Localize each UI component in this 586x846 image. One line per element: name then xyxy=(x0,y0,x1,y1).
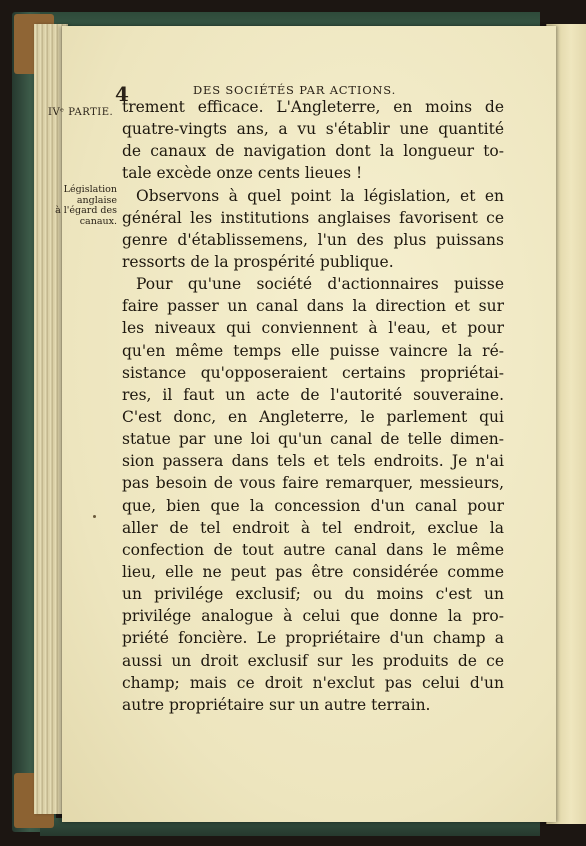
text-line: faire passer un canal dans la direction et sur xyxy=(122,297,504,316)
text-line: un privilége exclusif; ou du moins c'est un xyxy=(122,585,504,604)
page-number: 4 xyxy=(115,82,129,106)
text-line: privilége analogue à celui que donne la pro- xyxy=(122,607,504,626)
text-line: C'est donc, en Angleterre, le parlement qui xyxy=(122,407,504,426)
text-line: sistance qu'opposeraient certains propriétai- xyxy=(122,363,504,382)
text-line: Observons à quel point la législation, et en xyxy=(136,186,504,205)
margin-note-line: Législation xyxy=(63,184,117,195)
ink-dot-mark xyxy=(93,515,96,518)
text-line: trement efficace. L'Angleterre, en moins de xyxy=(122,98,504,116)
text-line: général les institutions anglaises favorisent ce xyxy=(122,208,504,227)
text-line: autre propriétaire sur un autre terrain. xyxy=(122,695,431,714)
part-label: IVᵉ PARTIE. xyxy=(48,107,114,118)
text-line: que, bien que la concession d'un canal pour xyxy=(122,496,504,515)
text-line: ressorts de la prospérité publique. xyxy=(122,252,394,271)
margin-note xyxy=(45,185,117,227)
text-line: confection de tout autre canal dans le même xyxy=(122,540,504,559)
text-line: Pour qu'une société d'actionnaires puisse xyxy=(136,275,504,294)
text-line: champ; mais ce droit n'exclut pas celui d'un xyxy=(122,673,504,692)
text-line: lieu, elle ne peut pas être considérée comme xyxy=(122,562,504,581)
text-line: tale excède onze cents lieues ! xyxy=(122,164,363,183)
margin-note-line: anglaise xyxy=(76,194,117,206)
text-line: aller de tel endroit à tel endroit, exclue la xyxy=(122,518,504,537)
text-line: sion passera dans tels et tels endroits. Je n'ai xyxy=(122,452,504,471)
text-line: les niveaux qui conviennent à l'eau, et pour xyxy=(122,319,504,338)
body-text xyxy=(122,96,504,716)
text-line: quatre-vingts ans, a vu s'établir une quantité xyxy=(122,120,504,139)
text-line: aussi un droit exclusif sur les produits de ce xyxy=(122,651,504,670)
text-line: res, il faut un acte de l'autorité souveraine. xyxy=(122,385,504,404)
margin-note-line: à l'égard des xyxy=(55,205,117,216)
text-line: genre d'établissemens, l'un des plus puissans xyxy=(122,230,504,249)
text-line: pas besoin de vous faire remarquer, messieurs, xyxy=(122,474,504,493)
text-line: de canaux de navigation dont la longueur to- xyxy=(122,142,504,161)
margin-note-line: canaux. xyxy=(79,215,117,227)
text-line: priété foncière. Le propriétaire d'un champ a xyxy=(122,629,504,648)
running-head: DES SOCIÉTÉS PAR ACTIONS. xyxy=(193,83,397,97)
text-line: statue par une loi qu'un canal de telle dimen- xyxy=(122,430,504,449)
text-line: qu'en même temps elle puisse vaincre la ré- xyxy=(122,341,504,360)
